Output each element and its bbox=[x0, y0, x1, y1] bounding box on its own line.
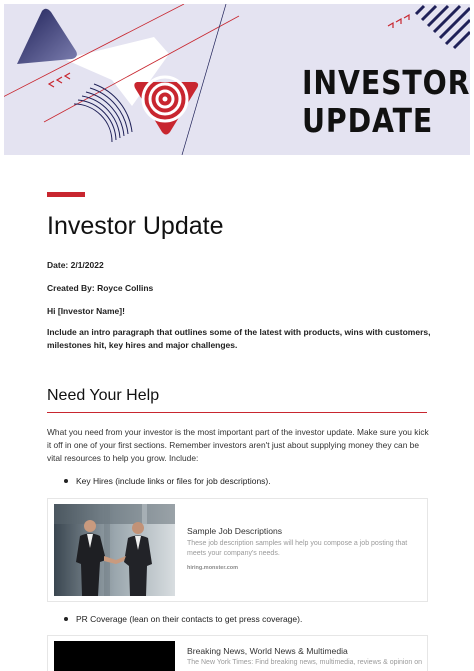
bullet-dot-icon bbox=[64, 479, 68, 483]
title-accent-bar bbox=[47, 192, 85, 197]
card-description: These job description samples will help you compose a job posting that meets your company's needs. bbox=[187, 540, 408, 557]
bullet-dot-icon bbox=[64, 617, 68, 621]
bullet-text: PR Coverage (lean on their contacts to get press coverage). bbox=[76, 614, 303, 624]
section-title-need-help: Need Your Help bbox=[47, 387, 160, 404]
banner-title bbox=[302, 64, 470, 140]
bullet-item bbox=[64, 476, 271, 486]
greeting-line: Hi [Investor Name]! bbox=[47, 306, 125, 316]
header-banner bbox=[4, 4, 470, 155]
card-image-black bbox=[54, 641, 175, 671]
bullet-text: Key Hires (include links or files for job descriptions). bbox=[76, 476, 271, 486]
document-title: Investor Update bbox=[47, 212, 224, 240]
card-domain: hiring.monster.com bbox=[187, 565, 239, 571]
date-line: Date: 2/1/2022 bbox=[47, 260, 104, 270]
red-chevrons-right bbox=[388, 15, 409, 28]
banner-title-line1: INVESTOR bbox=[302, 63, 470, 102]
red-diagonal-line-2 bbox=[44, 16, 239, 122]
card-image-handshake bbox=[54, 504, 175, 596]
created-by-line: Created By: Royce Collins bbox=[47, 283, 154, 293]
banner-title-line2: UPDATE bbox=[302, 101, 434, 140]
navy-stripes bbox=[416, 6, 470, 48]
section-divider bbox=[47, 412, 427, 413]
link-preview-card[interactable] bbox=[47, 635, 428, 671]
section-body: What you need from your investor is the most important part of the investor update. Make sure you kick it off in one of your first sections. Remember investors aren't just about supplying money they can be vital resources to help you grow. Include: bbox=[47, 427, 429, 463]
bullet-item bbox=[64, 614, 302, 624]
gradient-triangle bbox=[17, 9, 77, 64]
card-description: The New York Times: Find breaking news, multimedia, reviews & opinion on bbox=[187, 659, 422, 666]
link-preview-card[interactable] bbox=[47, 498, 428, 602]
card-title: Breaking News, World News & Multimedia bbox=[187, 646, 348, 656]
intro-paragraph: Include an intro paragraph that outlines some of the latest with products, wins with customers, milestones hit, key hires and major challenges. bbox=[47, 327, 431, 350]
navy-diagonal-line bbox=[182, 4, 226, 155]
card-title: Sample Job Descriptions bbox=[187, 526, 283, 536]
red-chevrons-left bbox=[49, 73, 70, 87]
